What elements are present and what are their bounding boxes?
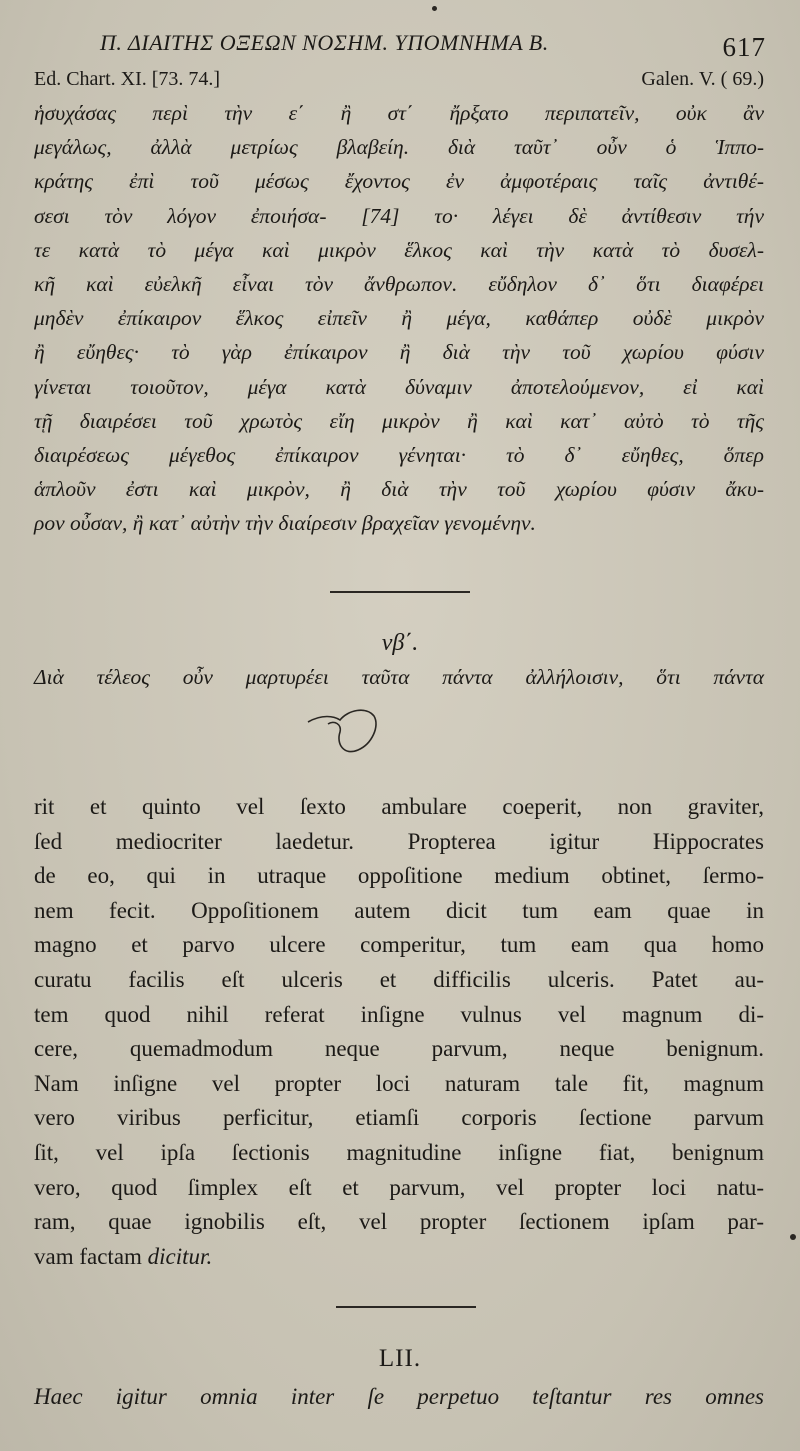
latin-last-line — [34, 1240, 764, 1275]
latin-line: ſit, vel ipſa ſectionis magnitudine inſigne fiat, benignum — [34, 1139, 764, 1165]
margin-ink-mark — [790, 1234, 796, 1240]
greek-line: ἁπλοῦν ἐστι καὶ μικρὸν, ἢ διὰ τὴν τοῦ χωρίου φύσιν ἄκυ- — [34, 477, 764, 502]
greek-line: τε κατὰ τὸ μέγα καὶ μικρὸν ἕλκος καὶ τὴν κατὰ τὸ δυσελ- — [34, 237, 764, 262]
greek-line: διαιρέσεως μέγεθος ἐπίκαιρον γένηται· τὸ δ᾿ εὔηθες, ὅπερ — [34, 443, 764, 468]
latin-line: de eo, qui in utraque oppoſitione medium obtinet, ſermo- — [34, 863, 764, 889]
latin-line: vero viribus perficitur, etiamſi corporis ſectione parvum — [34, 1105, 764, 1131]
latin-line: rit et quinto vel ſexto ambulare coeperit, non graviter, — [34, 794, 764, 819]
greek-line: ρον οὖσαν, ἢ κατ᾿ αὐτὴν τὴν διαίρεσιν βραχεῖαν γενομένην. — [34, 511, 536, 536]
edition-reference-left: Ed. Chart. XI. [73. 74.] — [34, 68, 221, 90]
greek-line: σεσι τὸν λόγον ἐποιήσα- [74] το· λέγει δὲ ἀντίθεσιν τήν — [34, 203, 764, 228]
latin-line: curatu facilis eſt ulceris et difficilis ulceris. Patet au- — [34, 966, 764, 992]
greek-line: ἡσυχάσας περὶ τὴν ε΄ ἢ στ΄ ἤρξατο περιπατεῖν, οὐκ ἂν — [34, 101, 764, 125]
page-number: 617 — [722, 32, 766, 62]
latin-line: tem quod nihil referat inſigne vulnus vel magnum di- — [34, 1001, 764, 1027]
greek-line: τῇ διαιρέσει τοῦ χρωτὸς εἴη μικρὸν ἢ καὶ κατ᾿ αὐτὸ τὸ τῆς — [34, 408, 764, 433]
latin-line: ſed mediocriter laedetur. Propterea igitur Hippocrates — [34, 828, 764, 854]
greek-line: μεγάλως, ἀλλὰ μετρίως βλαβείη. διὰ ταῦτ᾿ οὖν ὁ Ἱππο- — [34, 135, 764, 160]
section-divider — [330, 591, 470, 593]
latin-section-number: LII. — [378, 1345, 422, 1372]
ink-speck — [432, 6, 437, 11]
greek-line: μηδὲν ἐπίκαιρον ἕλκος εἰπεῖν ἢ μέγα, καθάπερ οὐδὲ μικρὸν — [34, 306, 764, 331]
greek-paragraph — [34, 96, 764, 541]
latin-aphorism-heading — [34, 1384, 764, 1410]
running-title: Π. ΔΙΑΙΤΗΣ ΟΞΕΩΝ ΝΟΣΗΜ. ΥΠΟΜΝΗΜΑ Β. — [100, 30, 549, 55]
latin-last-line-text: vam factam — [34, 1243, 148, 1269]
latin-line: cere, quemadmodum neque parvum, neque benignum. — [34, 1036, 764, 1062]
greek-line: κράτης ἐπὶ τοῦ μέσως ἔχοντος ἐν ἀμφοτέραις ταῖς ἀντιθέ- — [34, 169, 764, 194]
greek-line: κῆ καὶ εὐελκῆ εἶναι τὸν ἄνθρωπον. εὔδηλον δ᾿ ὅτι διαφέρει — [34, 272, 764, 297]
latin-line: Nam inſigne vel propter loci naturam tale fit, magnum — [34, 1070, 764, 1096]
latin-last-line-italic: dicitur. — [147, 1243, 213, 1269]
greek-aphorism-heading: Διὰ τέλεος οὖν μαρτυρέει ταῦτα πάντα ἀλλήλοισιν, ὅτι πάντα — [34, 665, 764, 689]
greek-line: γίνεται τοιοῦτον, μέγα κατὰ δύναμιν ἀποτελούμενον, εἰ καὶ — [34, 374, 764, 399]
latin-line: vero, quod ſimplex eſt et parvum, vel propter loci natu- — [34, 1174, 764, 1200]
latin-line: ram, quae ignobilis eſt, vel propter ſectionem ipſam par- — [34, 1209, 764, 1235]
latin-line: nem fecit. Oppoſitionem autem dicit tum eam quae in — [34, 897, 764, 923]
doodle-stroke — [308, 710, 376, 751]
latin-heading-line: Haec igitur omnia inter ſe perpetuo teſtantur res omnes — [34, 1384, 764, 1409]
latin-line: magno et parvo ulcere comperitur, tum eam qua homo — [34, 932, 764, 958]
greek-line: ἢ εὔηθες· τὸ γὰρ ἐπίκαιρον ἢ διὰ τὴν τοῦ χωρίου φύσιν — [34, 340, 764, 365]
section-divider — [336, 1306, 476, 1308]
latin-paragraph — [34, 790, 764, 1274]
greek-section-number: νβ΄. — [381, 630, 419, 656]
handwritten-doodle — [300, 700, 390, 760]
edition-reference-right: Galen. V. ( 69.) — [641, 68, 764, 90]
